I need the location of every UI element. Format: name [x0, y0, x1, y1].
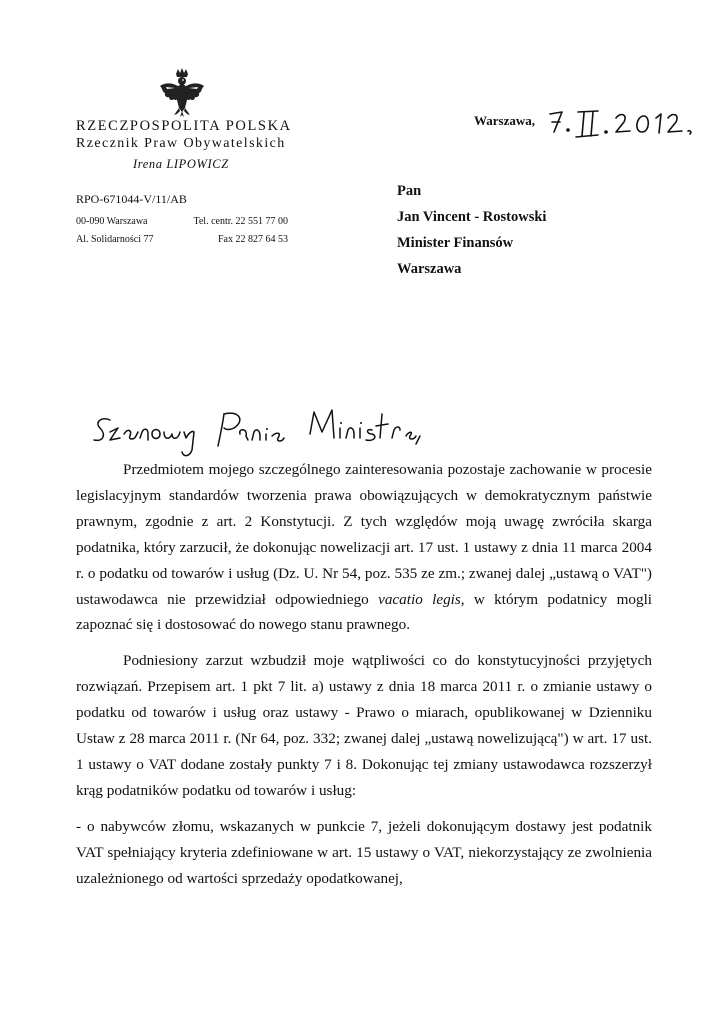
- recipient-salutation: Pan: [397, 183, 422, 199]
- fax-number: Fax 22 827 64 53: [218, 234, 288, 245]
- handwritten-date: [540, 102, 710, 142]
- body-paragraph-3: - o nabywców złomu, wskazanych w punkcie 7, jeżeli dokonującym dostawy jest podatnik VAT spełniający kryteria zdefiniowane w art. 15 ustawy o VAT, niekorzystający ze zwolnienia uzależnionego od wartości sprzedaży opodatkowanej,: [76, 817, 652, 887]
- body-paragraph-2: Podniesiony zarzut wzbudził moje wątpliwości co do konstytucyjności przyjętych rozwiązań. Przepisem art. 1 pkt 7 lit. a) ustawy z dnia 18 marca 2011 r. o zmianie ustawy o podatku od towarów i usług oraz ustawy - Prawo o miarach, opublikowanej w Dzienniku Ustaw z 28 marca 2011 r. (Nr 64, poz. 332; zwanej dalej „ustawą nowelizującą") w art. 17 ust. 1 ustawy o VAT dodane zostały punkty 7 i 8. Dokonując tej zmiany ustawodawca rozszerzył krąg podatników podatku od towarów i usług:: [76, 652, 652, 799]
- office-name: Rzecznik Praw Obywatelskich: [76, 136, 286, 151]
- reference-number: RPO-671044-V/11/AB: [76, 192, 187, 206]
- polish-eagle-emblem-icon: [158, 66, 206, 118]
- address-street: Al. Solidarności 77: [76, 234, 154, 245]
- letter-body: [76, 457, 652, 902]
- recipient-name: Jan Vincent - Rostowski: [397, 209, 547, 225]
- latin-term: vacatio legis,: [378, 590, 465, 608]
- body-paragraph-1: Przedmiotem mojego szczególnego zainteresowania pozostaje zachowanie w procesie legislacyjnym standardów tworzenia prawa obowiązujących w demokratycznym państwie prawnym, zgodnie z art. 2 Konstytucji. Z tych względów moją uwagę zwróciła skarga podatnika, który zarzucił, że dokonując nowelizacji art. 17 ust. 1 ustawy z dnia 11 marca 2004 r. o podatku od towarów i usług (Dz. U. Nr 54, poz. 535 ze zm.; zwanej dalej „ustawą o VAT") ustawodawca nie przewidział odpowiedniego vacatio legis, w którym podatnicy mogli zapoznać się i dostosować do nowego stanu prawnego.: [76, 461, 653, 634]
- dateline-place: Warszawa,: [474, 113, 536, 128]
- official-name: Irena LIPOWICZ: [133, 157, 229, 171]
- recipient-city: Warszawa: [397, 261, 462, 277]
- recipient-title: Minister Finansów: [397, 235, 514, 251]
- address-postal: 00-090 Warszawa: [76, 216, 148, 227]
- recipient-block: [397, 178, 546, 282]
- phone-number: Tel. centr. 22 551 77 00: [193, 216, 288, 227]
- institution-name: RZECZPOSPOLITA POLSKA: [76, 118, 292, 134]
